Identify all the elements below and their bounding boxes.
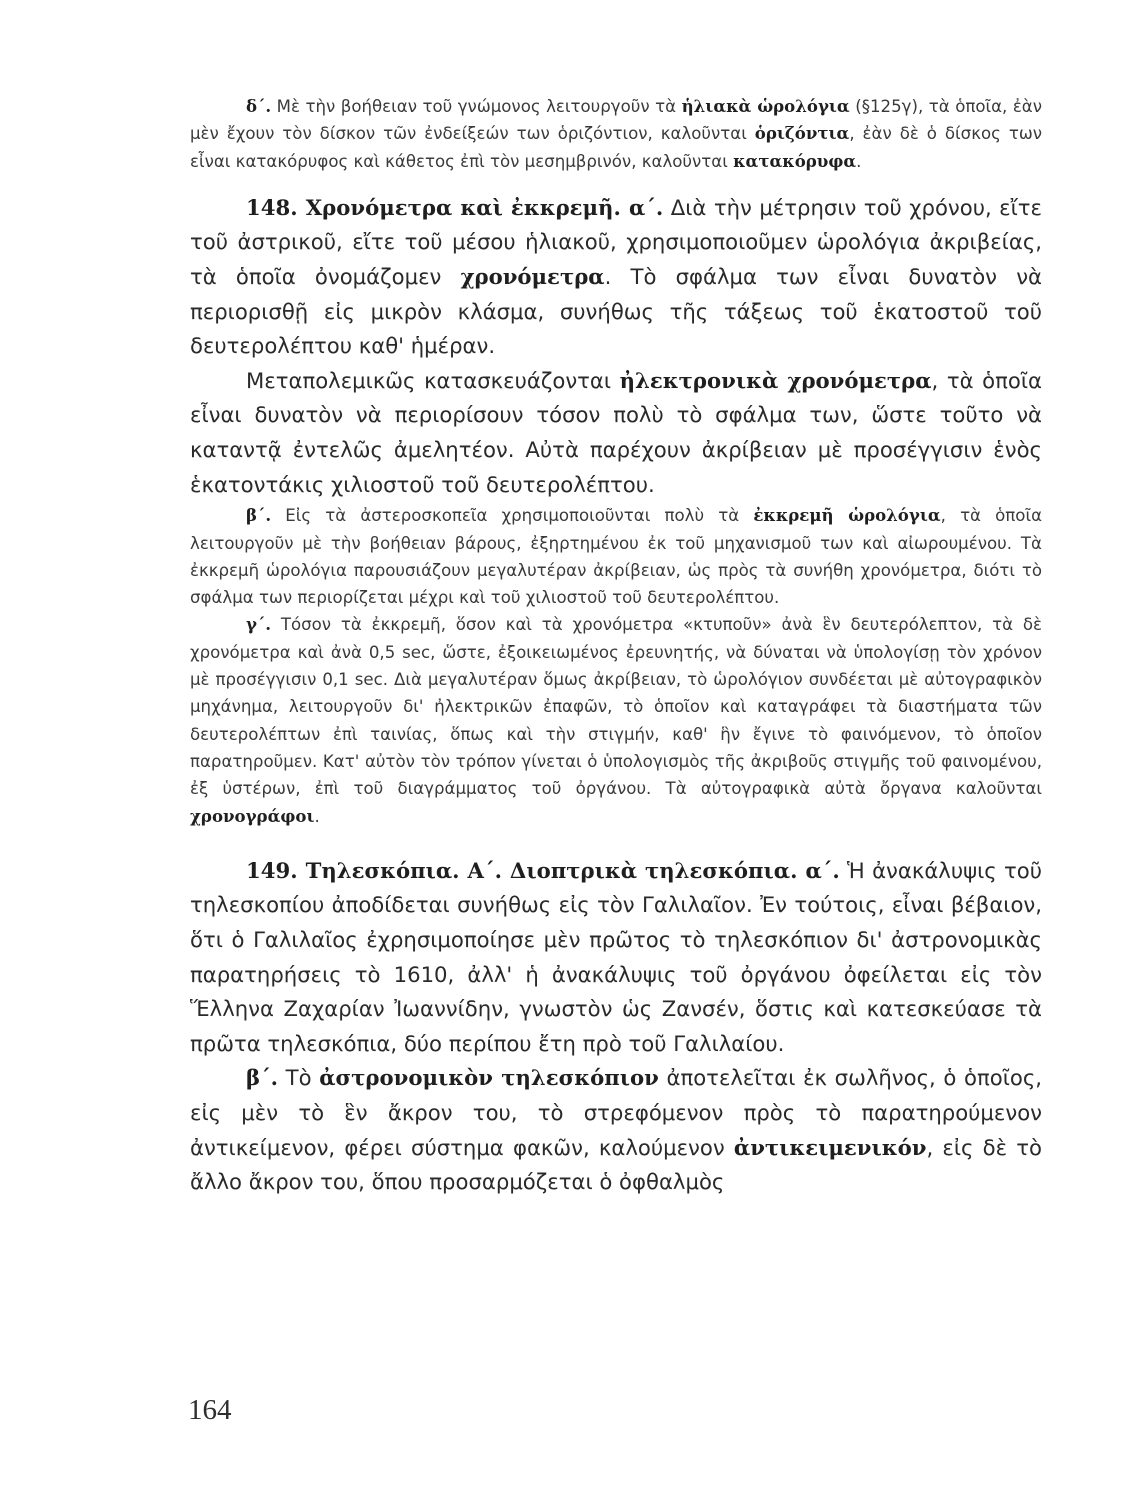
item-label: γ΄.: [246, 614, 272, 635]
paragraph-text: , τὰ ὁποῖα λειτουργοῦν μὲ τὴν βοήθειαν βάρους, ἐξηρτημένου ἐκ τοῦ μηχανισμοῦ των καὶ αἰωρουμένου. Τὰ ἐκκρεμῆ ὡρολόγια παρουσιάζουν μεγαλυτέραν ἀκρίβειαν, ὡς πρὸς τὰ συνήθη χρονόμετρα, διότι τὸ σφάλμα των περιορίζεται μέχρι καὶ τοῦ χιλιοστοῦ τοῦ δευτερολέπτου.: [190, 506, 1043, 608]
paragraph-text: . Τὸ σφάλμα των εἶναι δυνατὸν νὰ περιορισθῇ εἰς μικρὸν κλάσμα, συνήθως τῆς τάξεως τοῦ ἑκατοστοῦ τοῦ δευτερολέπτου καθ' ἡμέραν.: [190, 264, 1042, 359]
bold-term: ἀντικειμενικόν: [733, 1134, 927, 1160]
bold-term: ἀστρονομικὸν τηλεσκόπιον: [319, 1065, 659, 1091]
paragraph-text: Τὸ: [278, 1065, 320, 1091]
paragraph-text: .: [314, 806, 320, 826]
page-number: 164: [188, 1394, 232, 1426]
item-label: δ΄.: [246, 96, 272, 116]
paragraph-text: , ἐὰν δὲ ὁ δίσκος των εἶναι κατακόρυφος καὶ κάθετος ἐπὶ τὸν μεσημβρινόν, καλοῦνται: [190, 124, 1042, 171]
paragraph-text: .: [856, 151, 862, 171]
paragraph-chronographs: [190, 611, 1042, 829]
text-column: [190, 93, 1042, 1200]
paragraph-text: , εἰς δὲ τὸ ἄλλο ἄκρον του, ὅπου προσαρμόζεται ὁ ὀφθαλμὸς: [190, 1134, 1042, 1195]
bold-term: χρονογράφοι: [190, 805, 315, 826]
paragraph-electronic-chronometers: [190, 364, 1042, 502]
bold-term: ἐκκρεμῆ ὡρολόγια: [753, 505, 941, 526]
bold-term: ὁριζόντια: [754, 123, 850, 144]
item-label: β΄.: [246, 505, 272, 526]
section-148-paragraph: [190, 191, 1042, 364]
paragraph-text: Ἡ ἀνακάλυψις τοῦ τηλεσκοπίου ἀποδίδεται συνήθως εἰς τὸν Γαλιλαῖον. Ἐν τούτοις, εἶναι βέβαιον, ὅτι ὁ Γαλιλαῖος ἐχρησιμοποίησε μὲν πρῶτος τὸ τηλεσκόπιον δι' ἀστρονομικὰς παρατηρήσεις τὸ 1610, ἀλλ' ἡ ἀνακάλυψις τοῦ ὀργάνου ὀφείλεται εἰς τὸν Ἕλληνα Ζαχαρίαν Ἰωαννίδην, γνωστὸν ὡς Ζανσέν, ὅστις καὶ κατεσκεύασε τὰ πρῶτα τηλεσκόπια, δύο περίπου ἔτη πρὸ τοῦ Γαλιλαίου.: [190, 857, 1042, 1056]
paragraph-text: Μὲ τὴν βοήθειαν τοῦ γνώμονος λειτουργοῦν τὰ: [271, 97, 682, 116]
bold-term: ἡλιακὰ ὡρολόγια: [681, 96, 850, 116]
bold-term: κατακόρυφα: [733, 150, 857, 171]
paragraph-text: ἀποτελεῖται ἐκ σωλῆνος, ὁ ὁποῖος, εἰς μὲν τὸ ἓν ἄκρον του, τὸ στρεφόμενον πρὸς τὸ παρατηρούμενον ἀντικείμενον, φέρει σύστημα φακῶν, καλούμενον: [190, 1065, 1042, 1160]
paragraph-text: Τόσον τὰ ἐκκρεμῆ, ὅσον καὶ τὰ χρονόμετρα «κτυποῦν» ἀνὰ ἓν δευτερόλεπτον, τὰ δὲ χρονόμετρα καὶ ἀνὰ 0,5 sec, ὥστε, ἐξοικειωμένος ἐρευνητής, νὰ δύναται νὰ ὑπολογίσῃ τὸν χρόνον μὲ προσέγγισιν 0,1 sec. Διὰ μεγαλυτέραν ὅμως ἀκρίβειαν, τὸ ὡρολόγιον συνδέεται μὲ αὐτογραφικὸν μηχάνημα, λειτουργοῦν δι' ἠλεκτρικῶν ἐπαφῶν, τὸ ὁποῖον καὶ καταγράφει τὰ διαστήματα τῶν δευτερολέπτων ἐπὶ ταινίας, ὅπως καὶ τὴν στιγμήν, καθ' ἣν ἔγινε τὸ φαινόμενον, τὸ ὁποῖον παρατηροῦμεν. Κατ' αὐτὸν τὸν τρόπον γίνεται ὁ ὑπολογισμὸς τῆς ἀκριβοῦς στιγμῆς τοῦ φαινομένου, ἐξ ὑστέρων, ἐπὶ τοῦ διαγράμματος τοῦ ὀργάνου. Τὰ αὐτογραφικὰ αὐτὰ ὄργανα καλοῦνται: [190, 615, 1042, 799]
paragraph-text: Εἰς τὰ ἀστεροσκοπεῖα χρησιμοποιοῦνται πολὺ τὰ: [271, 506, 754, 526]
paragraph-pendulum-clocks: [190, 502, 1042, 611]
paragraph-astronomical-telescope: [190, 1061, 1042, 1199]
section-149-paragraph: [190, 854, 1042, 1062]
bold-term: ἠλεκτρονικὰ χρονόμετρα: [619, 367, 932, 393]
item-label: α΄.: [797, 857, 840, 883]
paragraph-text: Μεταπολεμικῶς κατασκευάζονται: [246, 367, 620, 393]
section-number: 149.: [246, 857, 298, 883]
bold-term: χρονόμετρα: [460, 264, 605, 290]
paragraph-text: Διὰ τὴν μέτρησιν τοῦ χρόνου, εἴτε τοῦ ἀστρικοῦ, εἴτε τοῦ μέσου ἡλιακοῦ, χρησιμοποιοῦμεν ὡρολόγια ἀκριβείας, τὰ ὁποῖα ὀνομάζομεν: [190, 194, 1043, 290]
item-label: β΄.: [246, 1065, 279, 1091]
item-label: α΄.: [620, 194, 664, 220]
section-title: Τηλεσκόπια. Α΄. Διοπτρικὰ τηλεσκόπια.: [297, 857, 798, 883]
section-number: 148.: [246, 194, 298, 220]
paragraph-text: (§125γ), τὰ ὁποῖα, ἐὰν μὲν ἔχουν τὸν δίσκον τῶν ἐνδείξεών των ὁριζόντιον, καλοῦνται: [190, 97, 1043, 144]
paragraph-sundials: [190, 93, 1042, 175]
section-title: Χρονόμετρα καὶ ἐκκρεμῆ.: [297, 194, 621, 220]
paragraph-text: , τὰ ὁποῖα εἶναι δυνατὸν νὰ περιορίσουν τόσον πολὺ τὸ σφάλμα των, ὥστε τοῦτο νὰ καταντᾷ ἐντελῶς ἀμελητέον. Αὐτὰ παρέχουν ἀκρίβειαν μὲ προσέγγισιν ἑνὸς ἑκατοντάκις χιλιοστοῦ τοῦ δευτερολέπτου.: [190, 367, 1042, 497]
